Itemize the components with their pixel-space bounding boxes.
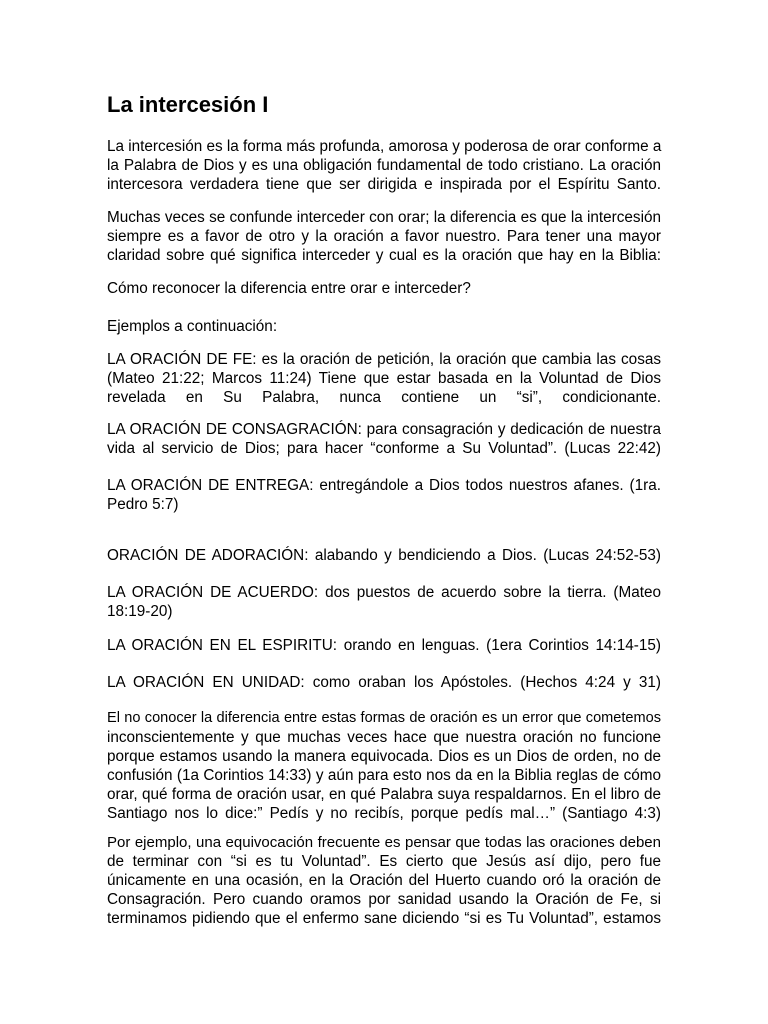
paragraph-question [107, 279, 661, 298]
text-line: LA ORACIÓN DE CONSAGRACIÓN: para consagración y dedicación de nuestra [107, 421, 661, 438]
text-line: ORACIÓN DE ADORACIÓN: alabando y bendiciendo a Dios. (Lucas 24:52-53) [107, 547, 661, 564]
text-line: claridad sobre qué significa interceder y cual es la oración que hay en la Biblia: [107, 247, 661, 264]
text-line: porque estamos usando la manera equivocada. Dios es un Dios de orden, no de [107, 748, 661, 765]
text-line: siempre es a favor de otro y la oración a favor nuestro. Para tener una mayor [107, 228, 661, 245]
paragraph-intro [107, 137, 661, 194]
text-line: vida al servicio de Dios; para hacer “conforme a Su Voluntad”. (Lucas 22:42) [107, 440, 661, 457]
text-line: Ejemplos a continuación: [107, 318, 278, 335]
paragraph-example-error [107, 833, 661, 928]
text-line: terminamos pidiendo que el enfermo sane diciendo “si es Tu Voluntad”, estamos [107, 910, 661, 927]
text-line: orar, qué forma de oración usar, en qué Palabra suya respaldarnos. En el libro de [107, 786, 661, 803]
paragraph-oracion-en-el-espiritu [107, 636, 661, 655]
text-line: la Palabra de Dios y es una obligación fundamental de todo cristiano. La oración [107, 157, 661, 174]
document-title: La intercesión I [107, 92, 269, 117]
paragraph-oracion-de-fe [107, 350, 661, 407]
text-line: La intercesión es la forma más profunda, amorosa y poderosa de orar conforme a [107, 138, 662, 155]
text-line: Santiago nos lo dice:” Pedís y no recibís, porque pedís mal…” (Santiago 4:3) [107, 805, 661, 822]
paragraph-difference [107, 208, 661, 265]
text-line: revelada en Su Palabra, nunca contiene un “si”, condicionante. [107, 389, 661, 406]
paragraph-oracion-en-unidad [107, 673, 661, 692]
text-line: LA ORACIÓN EN UNIDAD: como oraban los Apóstoles. (Hechos 4:24 y 31) [107, 674, 661, 691]
text-line: Pedro 5:7) [107, 496, 179, 513]
text-line: Muchas veces se confunde interceder con orar; la diferencia es que la intercesión [107, 209, 661, 226]
text-line: LA ORACIÓN DE FE: es la oración de petición, la oración que cambia las cosas [107, 351, 661, 368]
text-line: inconscientemente y que muchas veces hace que nuestra oración no funcione [107, 729, 661, 746]
text-line: intercesora verdadera tiene que ser dirigida e inspirada por el Espíritu Santo. [107, 176, 661, 193]
text-line: Cómo reconocer la diferencia entre orar e interceder? [107, 280, 471, 297]
text-line: 18:19-20) [107, 603, 173, 620]
text-line: únicamente en una ocasión, en la Oración del Huerto cuando oró la oración de [107, 872, 661, 889]
paragraph-oracion-de-entrega [107, 476, 661, 514]
text-line: de terminar con “si es tu Voluntad”. Es cierto que Jesús así dijo, pero fue [107, 853, 661, 870]
text-line: Consagración. Pero cuando oramos por sanidad usando la Oración de Fe, si [107, 891, 661, 908]
paragraph-error [107, 709, 661, 823]
text-line: LA ORACIÓN EN EL ESPIRITU: orando en lenguas. (1era Corintios 14:14-15) [107, 637, 661, 654]
text-line: (Mateo 21:22; Marcos 11:24) Tiene que estar basada en la Voluntad de Dios [107, 370, 661, 387]
paragraph-oracion-de-adoracion [107, 546, 661, 565]
paragraph-oracion-de-consagracion [107, 420, 661, 458]
text-line: El no conocer la diferencia entre estas formas de oración es un error que cometemos [107, 710, 661, 726]
text-line: Por ejemplo, una equivocación frecuente es pensar que todas las oraciones deben [107, 834, 661, 851]
text-line: LA ORACIÓN DE ACUERDO: dos puestos de acuerdo sobre la tierra. (Mateo [107, 584, 661, 601]
paragraph-examples-intro [107, 317, 661, 336]
paragraph-oracion-de-acuerdo [107, 583, 661, 621]
text-line: confusión (1a Corintios 14:33) y aún para esto nos da en la Biblia reglas de cómo [107, 767, 661, 784]
text-line: LA ORACIÓN DE ENTREGA: entregándole a Dios todos nuestros afanes. (1ra. [107, 477, 661, 494]
